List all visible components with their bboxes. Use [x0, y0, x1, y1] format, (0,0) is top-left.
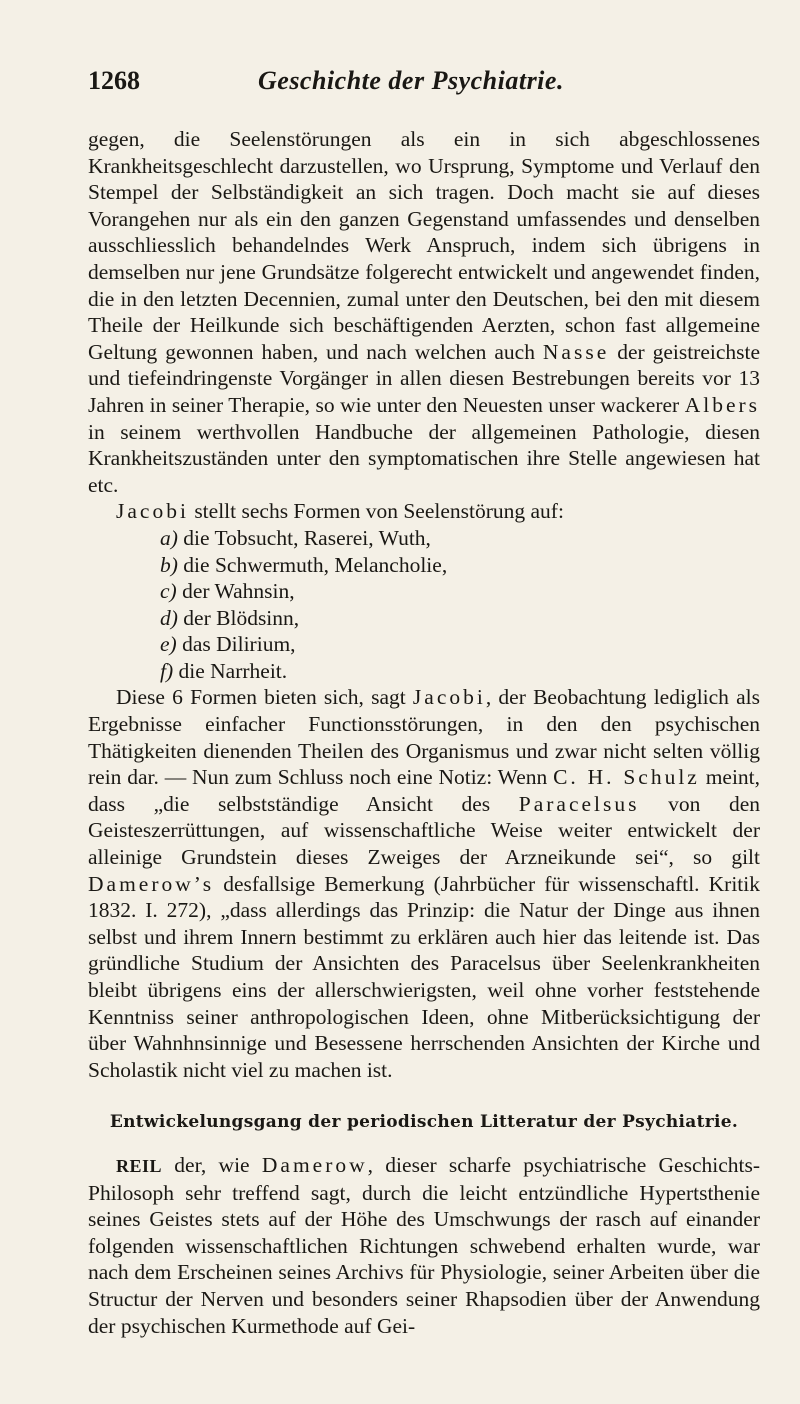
- page-number: 1268: [88, 66, 140, 95]
- text-run: in seinem werthvollen Handbuche der allgemeinen Pathologie, diesen Krankheitszuständen unter den symptomatischen ihre Stelle angewiesen hat etc.: [88, 419, 760, 497]
- paragraph-reil: [88, 1152, 760, 1339]
- paragraph-intro: [88, 126, 760, 498]
- list-item: [88, 631, 760, 658]
- list-text: die Tobsucht, Raserei, Wuth,: [183, 525, 431, 550]
- author-name-paracelsus: Paracelsus: [518, 791, 640, 816]
- forms-list: [88, 525, 760, 685]
- list-text: die Schwermuth, Melancholie,: [183, 552, 448, 577]
- paragraph-forms: [88, 684, 760, 1083]
- text-run: von den Geisteszerrüttungen, auf wissenschaftliche Weise weiter entwickelt der alleinige Grundstein dieses Zweiges der Arzneikunde sei“, so gilt: [88, 791, 760, 870]
- author-name-reil: REIL: [116, 1155, 163, 1176]
- list-marker: a): [160, 525, 178, 550]
- author-name-damerow: Damerow: [261, 1152, 368, 1177]
- text-run: der, wie: [174, 1152, 250, 1177]
- page: [88, 66, 760, 1339]
- text-run: meint, dass „die selbstständige Ansicht des: [88, 765, 761, 816]
- list-text: das Dilirium,: [182, 632, 296, 657]
- text-run: , dieser scharfe psychiatrische Geschichts-Philosoph sehr treffend sagt, durch die leicht entzündliche Hypertsthenie seines Geistes stets auf der Höhe des Umschwungs der rasch auf einander folgenden wissenschaftlichen Richtungen schwebend erhalten wurde, war nach dem Erscheinen seines Archivs für Physiologie, seiner Arbeiten über die Structur der Nerven und besonders seiner Rhapsodien über der Anwendung der psychischen Kurmethode auf Gei-: [88, 1152, 761, 1338]
- text-run: der geistreichste und tiefeindringenste Vorgänger in allen diesen Bestrebungen bereits vor 13 Jahren in seiner Therapie, so wie unter den Neuesten unser wackerer: [88, 339, 761, 417]
- body-text: [88, 126, 760, 1339]
- list-item: [88, 578, 760, 605]
- text-run: gegen, die Seelenstörungen als ein in sich abgeschlossenes Krankheitsgeschlecht darzustellen, wo Ursprung, Symptome und Verlauf den Stempel der Selbständigkeit an sich tragen. Doch macht sie auf dieses Vorangehen nur als ein den ganzen Gegenstand umfassendes und denselben ausschliesslich behandelndes Werk Anspruch, indem sich übrigens in demselben nur jene Grundsätze folgerecht entwickelt und angewendet finden, die in den letzten Decennien, zumal unter den Deutschen, bei den mit diesem Theile der Heilkunde sich beschäftigenden Aerzten, schon fast allgemeine Geltung gewonnen haben, und nach welchen auch: [88, 127, 760, 364]
- author-name-jacobi: Jacobi: [116, 499, 189, 524]
- text-run: stellt sechs Formen von Seelenstörung auf:: [194, 499, 564, 524]
- text-run: desfallsige Bemerkung (Jahrbücher für wissenschaftl. Kritik 1832. I. 272), „dass allerdings das Prinzip: die Natur der Dinge aus ihnen selbst und ihrem Innern bestimmt zu erklären auch hier das leitende ist. Das gründliche Studium der Ansichten des Paracelsus über Seelenkrankheiten bleibt übrigens eins der allerschwierigsten, weil ohne vorher feststehende Kenntniss seiner anthropologischen Ideen, ohne Mitberücksichtigung der über Wahnhnsinnige und Besessene herrschenden Ansichten der Kirche und Scholastik nicht viel zu machen ist.: [88, 871, 760, 1082]
- author-name-damerow: Damerow’s: [88, 871, 215, 896]
- list-text: der Blödsinn,: [183, 605, 300, 630]
- running-head: [88, 66, 760, 106]
- section-heading: Entwickelungsgang der periodischen Litteratur der Psychiatrie.: [109, 1112, 739, 1133]
- list-marker: b): [160, 552, 178, 577]
- list-marker: e): [160, 632, 177, 657]
- author-name-nasse: Nasse: [542, 339, 610, 364]
- list-marker: d): [160, 605, 178, 630]
- text-run: Diese 6 Formen bieten sich, sagt: [116, 685, 406, 710]
- list-item: [88, 552, 760, 579]
- list-item: [88, 525, 760, 552]
- list-text: der Wahnsin,: [182, 579, 295, 604]
- list-marker: c): [160, 579, 177, 604]
- author-name-jacobi: Jacobi: [412, 685, 486, 710]
- list-text: die Narrheit.: [178, 658, 288, 683]
- list-marker: f): [160, 658, 174, 683]
- text-run: , der Beobachtung lediglich als Ergebnisse einfacher Functionsstörungen, in den den psychischen Thätigkeiten dienenden Theilen des Organismus und zwar nicht selten völlig rein dar. — Nun zum Schluss noch eine Notiz: Wenn: [88, 685, 761, 790]
- running-title: Geschichte der Psychiatrie.: [258, 66, 564, 95]
- list-item: [88, 605, 760, 632]
- author-name-albers: Albers: [684, 392, 761, 417]
- list-item: [88, 658, 760, 685]
- author-name-schulz: C. H. Schulz: [553, 765, 700, 790]
- paragraph-jacobi: [88, 498, 760, 525]
